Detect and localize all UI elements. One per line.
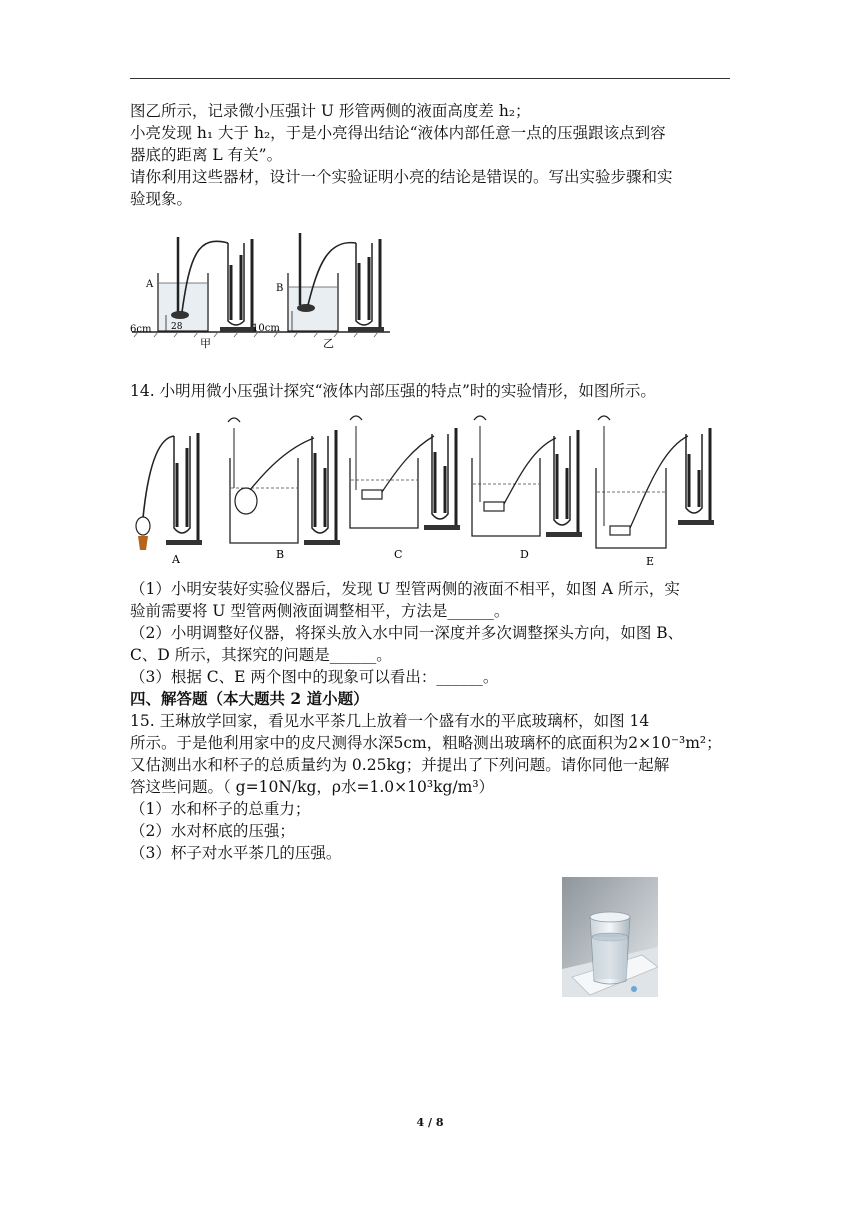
fig-label-b: B [276, 548, 285, 561]
fig-label-c: C [394, 548, 403, 561]
fig-label-d: D [520, 548, 529, 561]
fig-label-e: E [646, 555, 655, 568]
fig-b [228, 418, 340, 545]
q13-line-2: 小亮发现 h₁ 大于 h₂，于是小亮得出结论“液体内部任意一点的压强跟该点到容 [130, 124, 666, 142]
header-rule [130, 78, 730, 79]
caption-yi: 乙 [323, 337, 334, 350]
manometer-b [348, 239, 384, 332]
q14-questions [130, 578, 742, 864]
q13-text [130, 100, 742, 210]
section4-heading: 四、解答题（本大题共 2 道小题） [130, 689, 369, 708]
fig-a [136, 433, 202, 550]
q15-sub3: （3）杯子对水平茶几的压强。 [130, 844, 342, 862]
fig-c [350, 416, 460, 530]
q13-figure [128, 225, 393, 350]
q15-line1: 15. 王琳放学回家，看见水平茶几上放着一个盛有水的平底玻璃杯，如图 14 [130, 712, 650, 730]
q14-sub2-line1: （2）小明调整好仪器，将探头放入水中同一深度并多次调整探头方向，如图 B、 [130, 624, 684, 642]
q15-line2: 所示。于是他利用家中的皮尺测得水深5cm，粗略测出玻璃杯的底面积为2×10⁻³m²； [130, 734, 722, 752]
q13-line-3: 器底的距离 L 有关”。 [130, 146, 283, 164]
dim-b: 10cm [252, 323, 280, 334]
label-a: A [146, 279, 154, 290]
q14-title: 14. 小明用微小压强计探究“液体内部压强的特点”时的实验情形，如图所示。 [130, 382, 656, 400]
q14-sub1-line2: 验前需要将 U 型管两侧液面调整相平，方法是______。 [130, 602, 510, 620]
q14-sub2-line2: C、D 所示，其探究的问题是______。 [130, 646, 392, 664]
q15-line4: 答这些问题。（ g=10N/kg，ρ水=1.0×10³kg/m³） [130, 778, 495, 796]
label-b: B [276, 283, 284, 294]
q14-title-block [130, 380, 742, 402]
q13-line-1: 图乙所示，记录微小压强计 U 形管两侧的液面高度差 h₂； [130, 102, 531, 120]
page-number: 4 / 8 [416, 1116, 444, 1129]
q15-line3: 又估测出水和杯子的总质量约为 0.25kg；并提出了下列问题。请你同他一起解 [130, 756, 670, 774]
dim-a: 6cm [130, 324, 152, 335]
beaker-b [288, 233, 356, 331]
q13-line-4: 请你利用这些器材，设计一个实验证明小亮的结论是错误的。写出实验步骤和实 [130, 168, 673, 186]
q14-sub3: （3）根据 C、E 两个图中的现象可以看出：______。 [130, 668, 499, 686]
mark-28: 28 [171, 322, 183, 332]
beaker-a [158, 237, 228, 331]
q15-sub2: （2）水对杯底的压强； [130, 822, 295, 840]
q15-sub1: （1）水和杯子的总重力； [130, 800, 311, 818]
fig-e [596, 416, 714, 548]
q14-sub1-line1: （1）小明安装好实验仪器后，发现 U 型管两侧的液面不相平，如图 A 所示，实 [130, 580, 680, 598]
q13-line-5: 验现象。 [130, 190, 193, 208]
fig-d [472, 416, 582, 537]
glass-photo [562, 877, 658, 997]
manometer-a [220, 239, 256, 332]
q14-figure [128, 408, 728, 573]
caption-jia: 甲 [200, 337, 211, 350]
fig-label-a: A [172, 553, 180, 566]
